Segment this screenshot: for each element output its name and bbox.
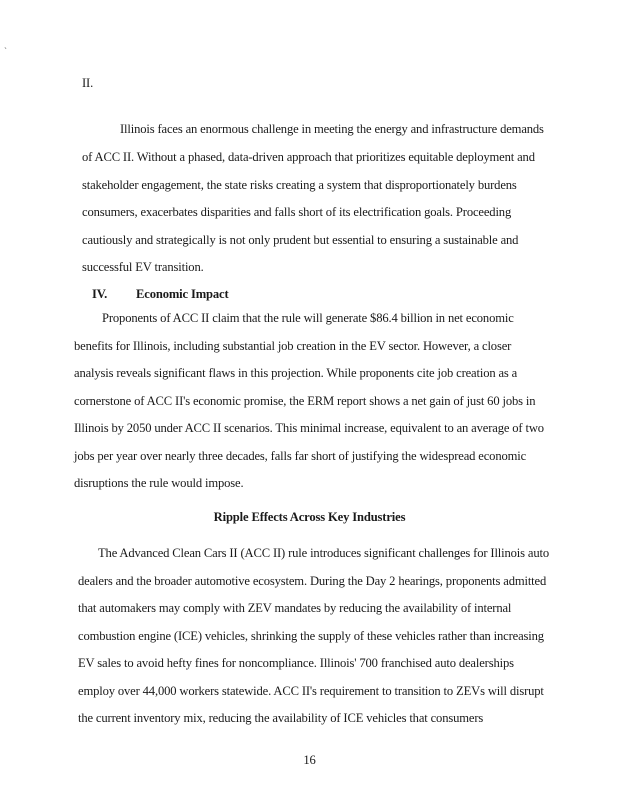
page-number: 16 [303,753,316,767]
subsection-title: Ripple Effects Across Key Industries [213,510,406,524]
text-line: The Advanced Clean Cars II (ACC II) rule introduces significant challenges for Illinois auto [98,546,549,560]
text-line: analysis reveals significant flaws in this projection. While proponents cite job creation as a [74,366,518,380]
text-line: cautiously and strategically is not only prudent but essential to ensuring a sustainable and [82,233,519,247]
text-line: employ over 44,000 workers statewide. ACC II's requirement to transition to ZEVs will disrupt [78,684,544,698]
section-iv-number: IV. [92,287,108,301]
text-line: consumers, exacerbates disparities and falls short of its electrification goals. Proceeding [82,205,512,219]
text-line: benefits for Illinois, including substantial job creation in the EV sector. However, a closer [74,339,512,353]
text-line: that automakers may comply with ZEV mandates by reducing the availability of internal [78,601,512,615]
section-ii-label: II. [82,76,94,90]
text-line: combustion engine (ICE) vehicles, shrinking the supply of these vehicles rather than increasing [78,629,544,643]
text-line: successful EV transition. [82,260,204,274]
text-line: cornerstone of ACC II's economic promise, the ERM report shows a net gain of just 60 jobs in [74,394,536,408]
text-line: Illinois by 2050 under ACC II scenarios. This minimal increase, equivalent to an average of two [74,421,544,435]
text-line: stakeholder engagement, the state risks creating a system that disproportionately burdens [82,178,517,192]
text-line: dealers and the broader automotive ecosystem. During the Day 2 hearings, proponents admitted [78,574,547,588]
text-line: jobs per year over nearly three decades, falls far short of justifying the widespread economic [74,449,527,463]
text-line: of ACC II. Without a phased, data-driven approach that prioritizes equitable deployment and [82,150,535,164]
text-line: Illinois faces an enormous challenge in meeting the energy and infrastructure demands [120,122,544,136]
section-iv-title: Economic Impact [136,287,229,301]
margin-mark: ` [4,46,7,56]
text-line: the current inventory mix, reducing the availability of ICE vehicles that consumers [78,711,484,725]
text-line: Proponents of ACC II claim that the rule will generate $86.4 billion in net economic [102,311,514,325]
text-line: EV sales to avoid hefty fines for noncompliance. Illinois' 700 franchised auto dealerships [78,656,514,670]
text-line: disruptions the rule would impose. [74,476,244,490]
